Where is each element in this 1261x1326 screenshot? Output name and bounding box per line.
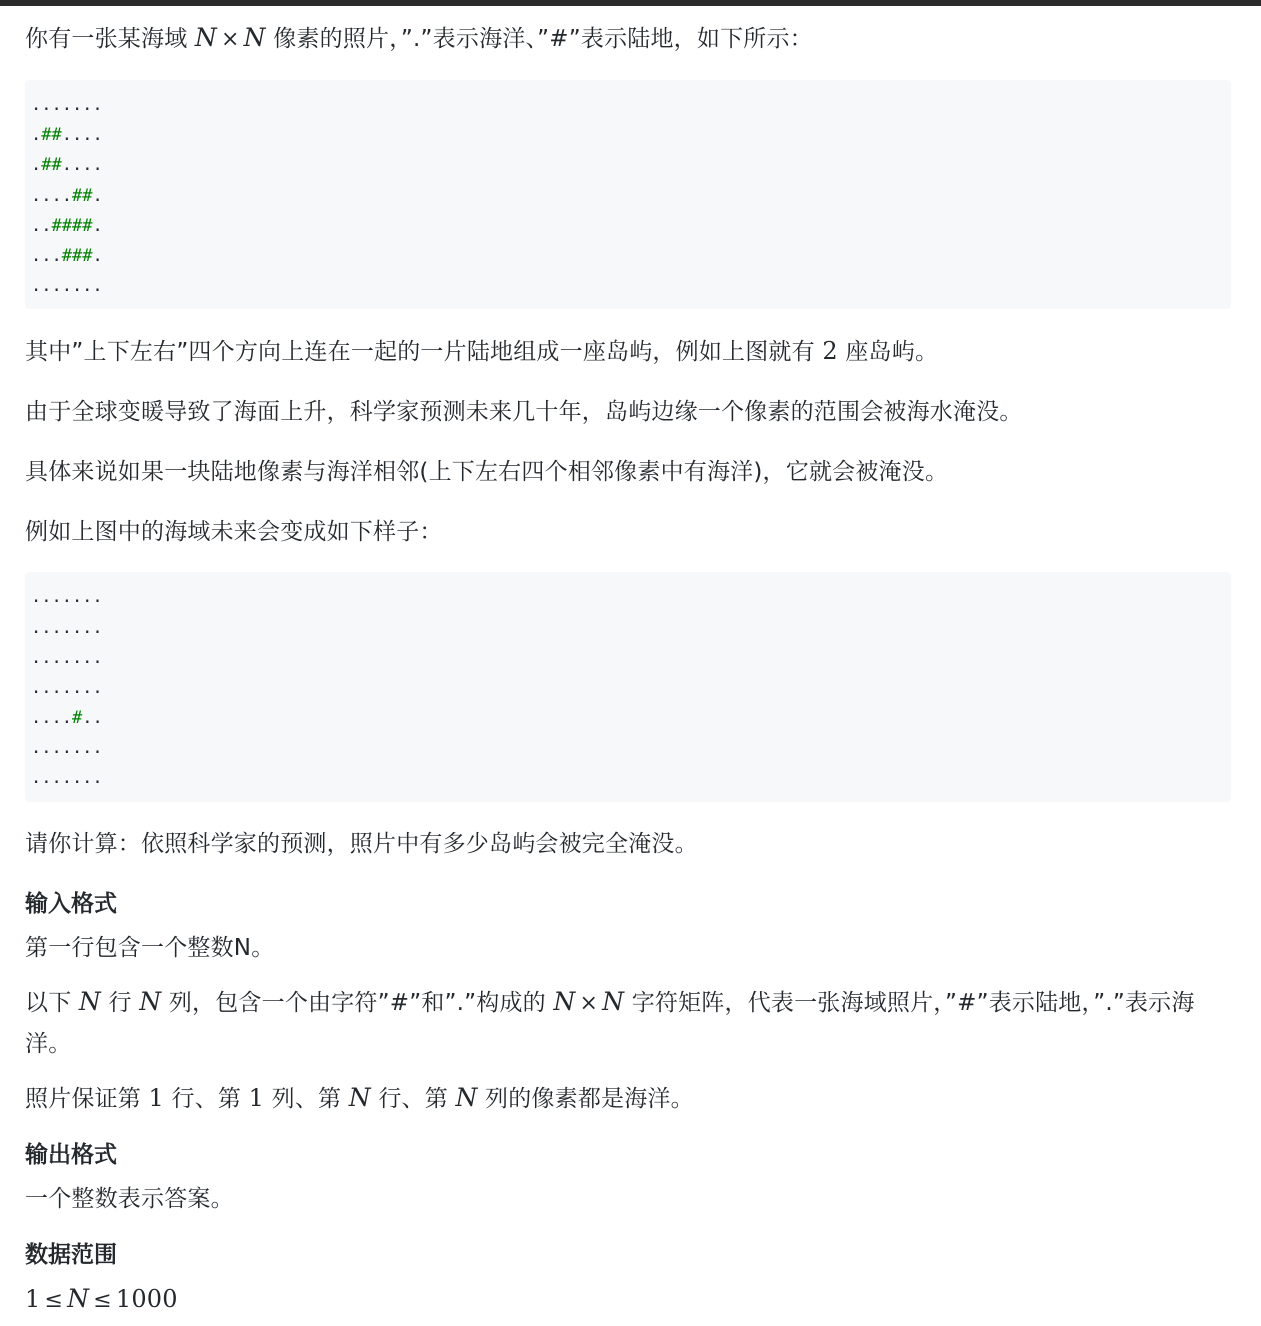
grid-row: .##.... [31, 155, 103, 176]
grid-before-code-block [25, 80, 1231, 309]
input-text: 列的像素都是海洋。 [477, 1085, 694, 1112]
land-cells: ## [41, 125, 62, 146]
output-line-1: 一个整数表示答案。 [25, 1185, 234, 1212]
grid-row: ....... [31, 276, 103, 297]
grid-row: ..####. [31, 215, 103, 236]
math-number: 1 [148, 1083, 164, 1112]
islands-paragraph [25, 331, 1231, 372]
output-format-heading: 输出格式 [25, 1141, 117, 1168]
island-count: 2 [822, 337, 838, 366]
intro-paragraph [25, 18, 1231, 60]
math-var: N [78, 986, 101, 1016]
math-var: N [455, 1082, 478, 1112]
math-number: 1 [25, 1284, 41, 1313]
specific-paragraph: 具体来说如果一块陆地像素与海洋相邻(上下左右四个相邻像素中有海洋)，它就会被淹没。 [25, 459, 949, 486]
grid-row: ...###. [31, 245, 103, 266]
input-line-3 [25, 1078, 1231, 1119]
input-format-heading: 输入格式 [25, 890, 117, 917]
islands-text: 其中”上下左右”四个方向上连在一起的一片陆地组成一座岛屿，例如上图就有 [25, 339, 823, 366]
land-cells: # [71, 708, 83, 729]
input-text: 以下 [25, 989, 79, 1016]
islands-text: 座岛屿。 [837, 339, 939, 366]
math-var: N [67, 1283, 90, 1313]
example-paragraph: 例如上图中的海域未来会变成如下样子： [25, 519, 443, 546]
math-var: N [348, 1082, 371, 1112]
intro-text: 像素的照片，”.”表示海洋、”#”表示陆地，如下所示： [265, 26, 813, 52]
input-text: 照片保证第 [25, 1085, 149, 1112]
math-leq: ≤ [44, 1287, 64, 1313]
math-var: N [194, 23, 217, 52]
input-line-1: 第一行包含一个整数N。 [25, 934, 275, 961]
grid-row: ....... [31, 738, 103, 759]
data-range-line [25, 1279, 1231, 1321]
math-var: N [602, 986, 625, 1016]
intro-text: 你有一张某海域 [25, 26, 195, 52]
grid-row: ....##. [31, 185, 103, 206]
input-text: 列，包含一个由字符”#”和”.”构成的 [161, 989, 554, 1016]
land-cells: #### [51, 215, 93, 236]
top-bar [0, 0, 1261, 6]
grid-after-code-block [25, 572, 1231, 801]
grid-row: ....... [31, 768, 103, 789]
math-var: N [243, 23, 266, 52]
math-var: N [139, 986, 162, 1016]
math-number: 1 [248, 1083, 265, 1112]
input-text: 行、第 [370, 1085, 456, 1112]
grid-row: ....... [31, 587, 103, 608]
input-text: 列、第 [264, 1085, 349, 1112]
input-text: 行 [101, 989, 140, 1016]
math-times: × [221, 27, 240, 52]
grid-row: ....... [31, 95, 103, 115]
input-line-2 [25, 982, 1231, 1064]
math-var: N [553, 986, 576, 1016]
input-text: 行、第 [164, 1085, 249, 1112]
problem-statement [25, 18, 1231, 1326]
land-cells: ## [41, 155, 62, 176]
grid-row: ....#.. [31, 708, 103, 729]
land-cells: ## [71, 185, 93, 206]
input-text: 字符矩阵，代表一张海域照片，”#”表示陆地，”.”表示海洋。 [25, 989, 1195, 1057]
math-times: × [579, 990, 599, 1016]
question-paragraph: 请你计算：依照科学家的预测，照片中有多少岛屿会被完全淹没。 [25, 830, 698, 857]
math-leq: ≤ [93, 1287, 112, 1313]
land-cells: ### [61, 245, 93, 266]
math-number: 1000 [115, 1284, 178, 1313]
grid-row: .##.... [31, 125, 103, 146]
grid-row: ....... [31, 647, 103, 668]
grid-row: ....... [31, 617, 103, 638]
warming-paragraph: 由于全球变暖导致了海面上升，科学家预测未来几十年，岛屿边缘一个像素的范围会被海水淹没。 [25, 399, 1023, 426]
data-range-heading: 数据范围 [25, 1241, 117, 1268]
grid-row: ....... [31, 677, 103, 698]
